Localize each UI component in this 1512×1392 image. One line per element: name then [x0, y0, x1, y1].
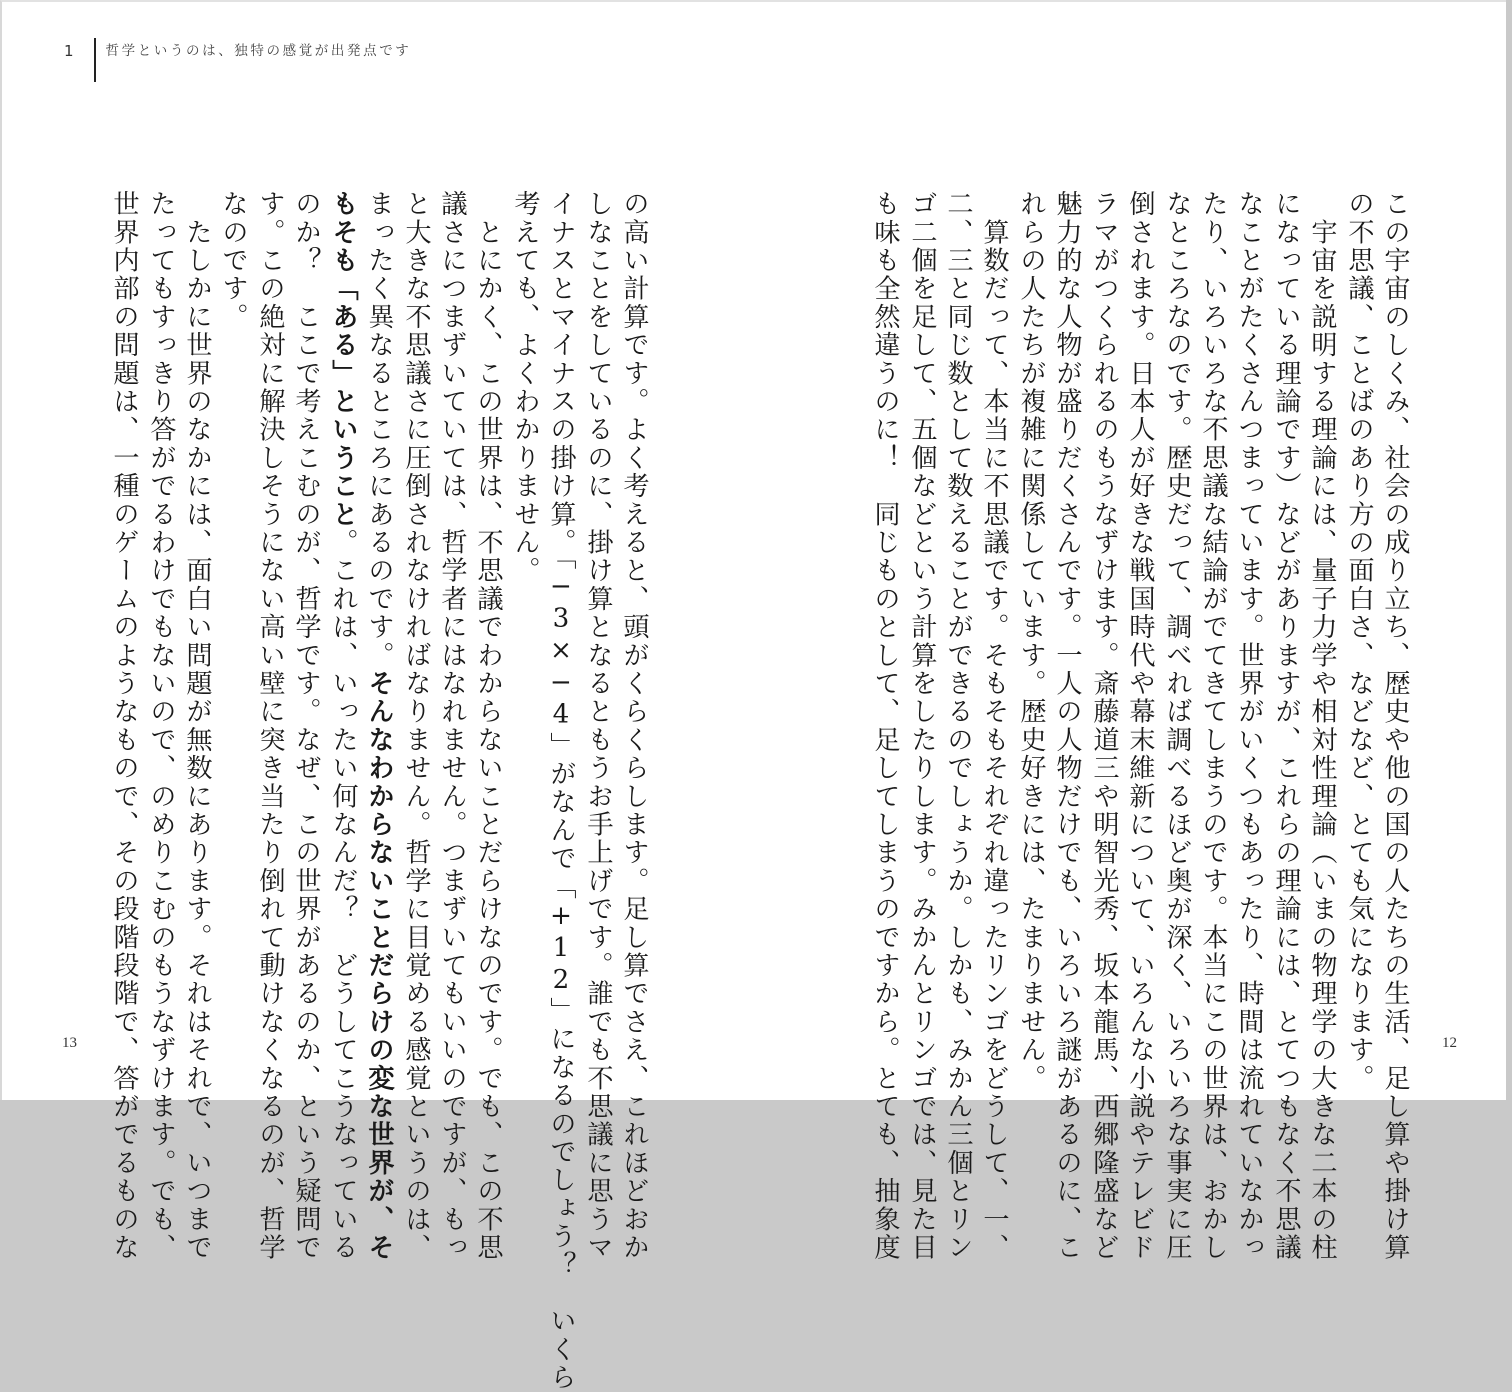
text-segment: す。この絶対に解決しそうにない高い壁に突き当たり倒れて動けなくなるのが、哲学 — [255, 190, 285, 1262]
text-column — [218, 190, 248, 990]
text-column — [437, 190, 467, 1262]
text-segment: 考えても、よくわかりません。 — [510, 190, 540, 585]
text-segment: のか？ ここで考えこむのが、哲学です。なぜ、この世界があるのか、という疑問で — [291, 190, 321, 1262]
text-column: 宇宙を説明する理論には、量子力学や相対性理論（いまの物理学の大きな二本の柱 — [1307, 190, 1337, 1262]
text-column — [146, 190, 176, 1262]
page-number-left: 13 — [62, 1035, 77, 1051]
text-segment: なのです。 — [218, 190, 248, 331]
text-segment: たってもすっきり答がでるわけでもないので、のめりこむのもうなずけます。でも、 — [146, 190, 176, 1262]
text-column: の不思議、ことばのあり方の面白さ、などなど、とても気になります。 — [1344, 190, 1374, 1093]
text-segment: の高い計算です。よく考えると、頭がくらくらします。足し算でさえ、これほどおか — [619, 190, 649, 1262]
text-segment: 。これは、いったい何なんだ？ どうしてこうなっている — [328, 528, 358, 1262]
text-column: ラマがつくられるのもうなずけます。斎藤道三や明智光秀、坂本龍馬、西郷隆盛など — [1089, 190, 1119, 1262]
text-column — [255, 190, 285, 1262]
text-column: この宇宙のしくみ、社会の成り立ち、歴史や他の国の人たちの生活、足し算や掛け算 — [1380, 190, 1410, 1262]
chapter-number: 1 — [64, 42, 74, 60]
text-column: たり、いろいろな不思議な結論がでてきてしまうのです。本当にこの世界は、おかし — [1198, 190, 1228, 1262]
text-segment: 世界内部の問題は、一種のゲームのようなもので、その段階段階で、答がでるものな — [109, 190, 139, 1262]
text-column — [364, 190, 394, 1262]
text-column — [619, 190, 649, 1262]
text-segment: とにかく、この世界は、不思議でわからないことだらけなのです。でも、この不思 — [473, 190, 503, 1262]
text-column: 魅力的な人物が盛りだくさんです。一人の人物だけでも、いろいろ謎があるのに、こ — [1052, 190, 1082, 1262]
text-segment: たしかに世界のなかには、面白い問題が無数にあります。それはそれで、いつまで — [182, 190, 212, 1262]
chapter-title: 哲学というのは、独特の感覚が出発点です — [105, 43, 412, 59]
text-column: も味も全然違うのに！ 同じものとして、足してしまうのですから。とても、抽象度 — [870, 190, 900, 1262]
page-number-right: 12 — [1442, 1035, 1457, 1051]
text-segment: まったく異なるところにあるのです。 — [364, 190, 394, 670]
text-segment: 議さにつまずいていては、哲学者にはなれません。つまずいてもいいのですが、もっ — [437, 190, 467, 1262]
text-column — [182, 190, 212, 1262]
header-divider — [94, 38, 96, 82]
text-segment: イナスとマイナスの掛け算。「−3×−4」がなんで「+12」になるのでしょう？ いくら — [546, 190, 576, 1392]
text-column: なところなのです。歴史だって、調べれば調べるほど奥が深く、いろいろな事実に圧 — [1162, 190, 1192, 1262]
text-column — [328, 190, 358, 1262]
text-column: れらの人たちが複雑に関係しています。歴史好きには、たまりません。 — [1016, 190, 1046, 1093]
text-column: ゴ二個を足して、五個などという計算をしたりします。みかんとリンゴでは、見た目 — [907, 190, 937, 1262]
running-head — [64, 38, 411, 82]
text-column — [109, 190, 139, 1262]
text-column — [583, 190, 613, 1262]
emphasized-text: そんなわからないことだらけの変な世界が、そ — [364, 669, 394, 1262]
emphasized-text: もそも「ある」ということ — [328, 190, 358, 529]
text-column — [401, 190, 431, 1262]
text-column — [510, 190, 540, 990]
text-column: になっている理論です）などがありますが、これらの理論には、とてつもなく不思議 — [1271, 190, 1301, 1262]
text-column — [473, 190, 503, 1262]
text-column: 二、三と同じ数として数えることができるのでしょうか。しかも、みかん三個とリン — [943, 190, 973, 1262]
text-column — [291, 190, 321, 1262]
text-column — [546, 190, 576, 1392]
text-column: 算数だって、本当に不思議です。そもそもそれぞれ違ったリンゴをどうして、一、 — [979, 190, 1009, 1262]
text-segment: と大きな不思議さに圧倒されなければなりません。哲学に目覚める感覚というのは、 — [401, 190, 431, 1262]
text-column: 倒されます。日本人が好きな戦国時代や幕末維新について、いろんな小説やテレビド — [1125, 190, 1155, 1262]
text-segment: しなことをしているのに、掛け算となるともうお手上げです。誰でも不思議に思うマ — [583, 190, 613, 1262]
text-column: なことがたくさんつまっています。世界がいくつもあったり、時間は流れていなかっ — [1234, 190, 1264, 1262]
